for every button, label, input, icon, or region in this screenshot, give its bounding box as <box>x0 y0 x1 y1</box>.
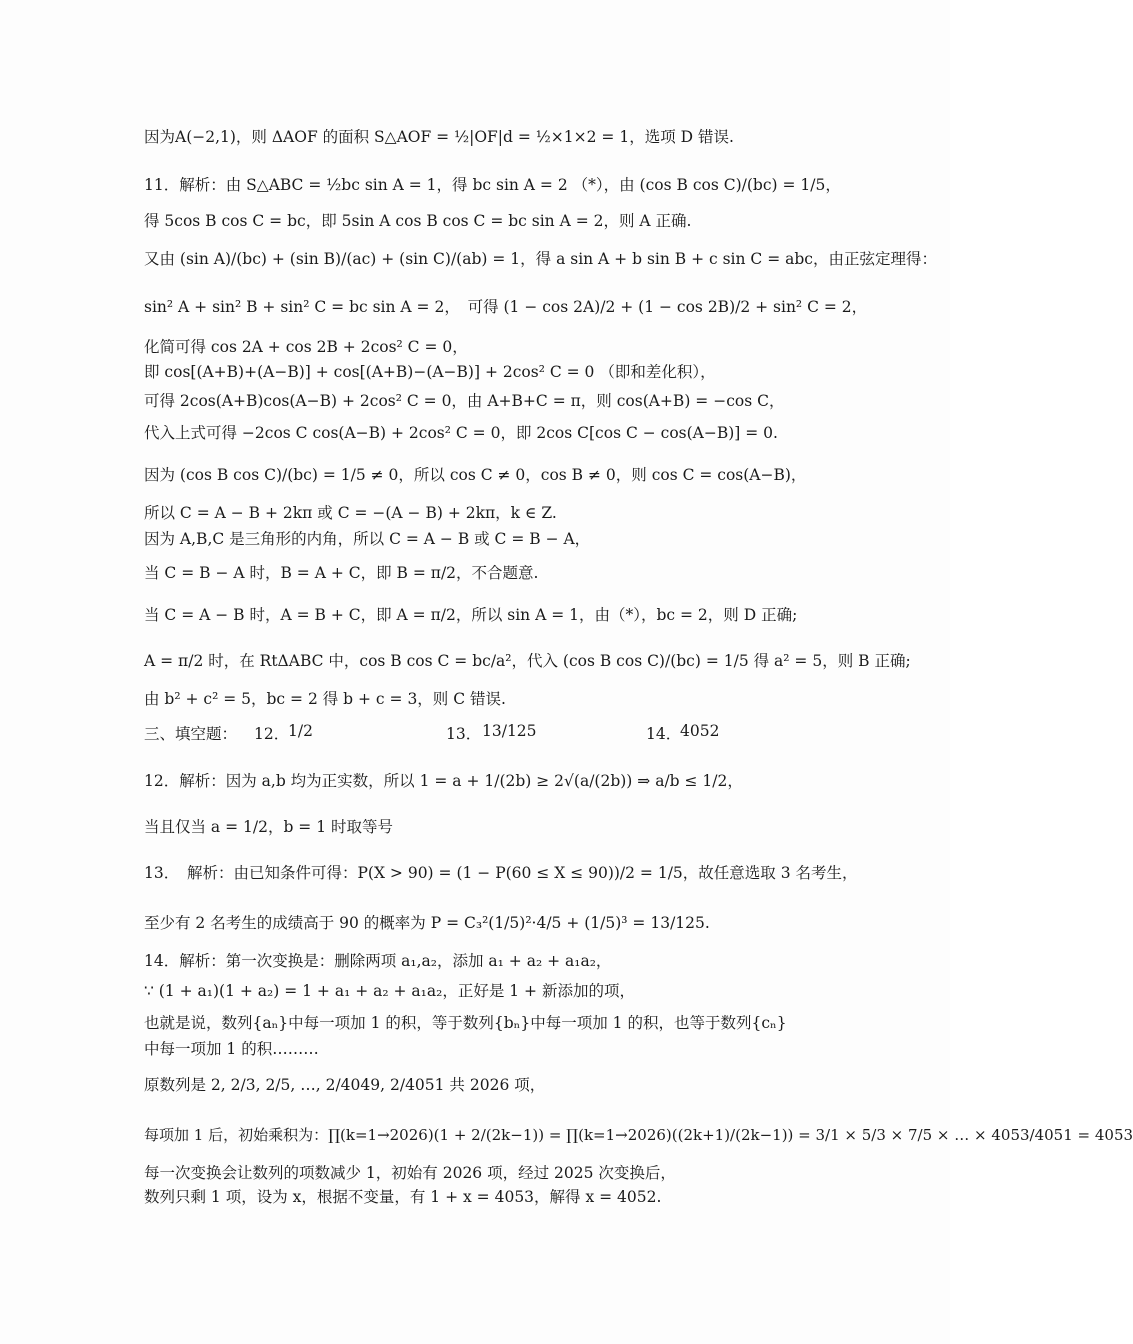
q13-label: 13． <box>446 725 482 743</box>
q13-answer: 13/125 <box>482 722 537 740</box>
q14-label: 14． <box>646 725 682 743</box>
text-line: 11．解析：由 S△ABC = ½bc sin A = 1，得 bc sin A = 2 （*），由 (cos B cos C)/(bc) = 1/5， <box>144 176 841 194</box>
text-line: 原数列是 2, 2/3, 2/5, …, 2/4049, 2/4051 共 2026 项， <box>144 1076 546 1094</box>
q12-label: 12． <box>254 725 290 743</box>
text-line: 即 cos[(A+B)+(A−B)] + cos[(A+B)−(A−B)] + 2cos² C = 0 （即和差化积）， <box>144 363 716 381</box>
q14-answer: 4052 <box>680 722 720 740</box>
text-line: 每一次变换会让数列的项数减少 1，初始有 2026 项，经过 2025 次变换后， <box>144 1164 676 1182</box>
text-line: 因为A(−2,1)，则 ΔAOF 的面积 S△AOF = ½|OF|d = ½×1×2 = 1，选项 D 错误. <box>144 128 734 146</box>
text-line: 13． 解析：由已知条件可得：P(X > 90) = (1 − P(60 ≤ X ≤ 90))/2 = 1/5，故任意选取 3 名考生， <box>144 864 858 882</box>
text-line: sin² A + sin² B + sin² C = bc sin A = 2， 可得 (1 − cos 2A)/2 + (1 − cos 2B)/2 + sin² C = 2， <box>144 298 868 316</box>
text-line: 由 b² + c² = 5，bc = 2 得 b + c = 3，则 C 错误. <box>144 690 506 708</box>
text-line: 当 C = A − B 时，A = B + C，即 A = π/2，所以 sin A = 1，由（*），bc = 2，则 D 正确; <box>144 606 798 624</box>
text-line: 中每一项加 1 的积……… <box>144 1040 319 1058</box>
text-line: 代入上式可得 −2cos C cos(A−B) + 2cos² C = 0，即 2cos C[cos C − cos(A−B)] = 0. <box>144 424 778 442</box>
text-line: 数列只剩 1 项，设为 x，根据不变量，有 1 + x = 4053，解得 x = 4052. <box>144 1188 662 1206</box>
text-line: ∵ (1 + a₁)(1 + a₂) = 1 + a₁ + a₂ + a₁a₂，正好是 1 + 新添加的项， <box>144 982 635 1000</box>
text-line: 当 C = B − A 时，B = A + C，即 B = π/2，不合题意. <box>144 564 539 582</box>
text-line: 又由 (sin A)/(bc) + (sin B)/(ac) + (sin C)/(ab) = 1，得 a sin A + b sin B + c sin C = abc，由正弦定理得： <box>144 250 937 268</box>
section-heading: 三、填空题： <box>144 725 238 743</box>
text-line: A = π/2 时，在 RtΔABC 中，cos B cos C = bc/a²，代入 (cos B cos C)/(bc) = 1/5 得 a² = 5，则 B 正确; <box>144 652 911 670</box>
text-line: 至少有 2 名考生的成绩高于 90 的概率为 P = C₃²(1/5)²·4/5 + (1/5)³ = 13/125. <box>144 914 710 932</box>
text-line: 也就是说，数列{aₙ}中每一项加 1 的积，等于数列{bₙ}中每一项加 1 的积，也等于数列{cₙ} <box>144 1014 787 1032</box>
text-line: 每项加 1 后，初始乘积为：∏(k=1→2026)(1 + 2/(2k−1)) = ∏(k=1→2026)((2k+1)/(2k−1)) = 3/1 × 5/3 × 7/5 × … × 4053/4051 = 4053 <box>144 1126 1133 1144</box>
text-line: 当且仅当 a = 1/2，b = 1 时取等号 <box>144 818 394 836</box>
text-line: 14．解析：第一次变换是：删除两项 a₁,a₂，添加 a₁ + a₂ + a₁a₂， <box>144 952 612 970</box>
text-line: 化简可得 cos 2A + cos 2B + 2cos² C = 0， <box>144 338 468 356</box>
text-line: 因为 A,B,C 是三角形的内角，所以 C = A − B 或 C = B − A， <box>144 530 591 548</box>
text-line: 因为 (cos B cos C)/(bc) = 1/5 ≠ 0，所以 cos C ≠ 0，cos B ≠ 0，则 cos C = cos(A−B)， <box>144 466 807 484</box>
text-line: 12．解析：因为 a,b 均为正实数，所以 1 = a + 1/(2b) ≥ 2√(a/(2b)) ⇒ a/b ≤ 1/2， <box>144 772 743 790</box>
q12-answer: 1/2 <box>288 722 313 740</box>
text-line: 得 5cos B cos C = bc，即 5sin A cos B cos C = bc sin A = 2，则 A 正确. <box>144 212 692 230</box>
text-line: 可得 2cos(A+B)cos(A−B) + 2cos² C = 0，由 A+B+C = π，则 cos(A+B) = −cos C， <box>144 392 785 410</box>
text-line: 所以 C = A − B + 2kπ 或 C = −(A − B) + 2kπ，k ∈ Z. <box>144 504 557 522</box>
